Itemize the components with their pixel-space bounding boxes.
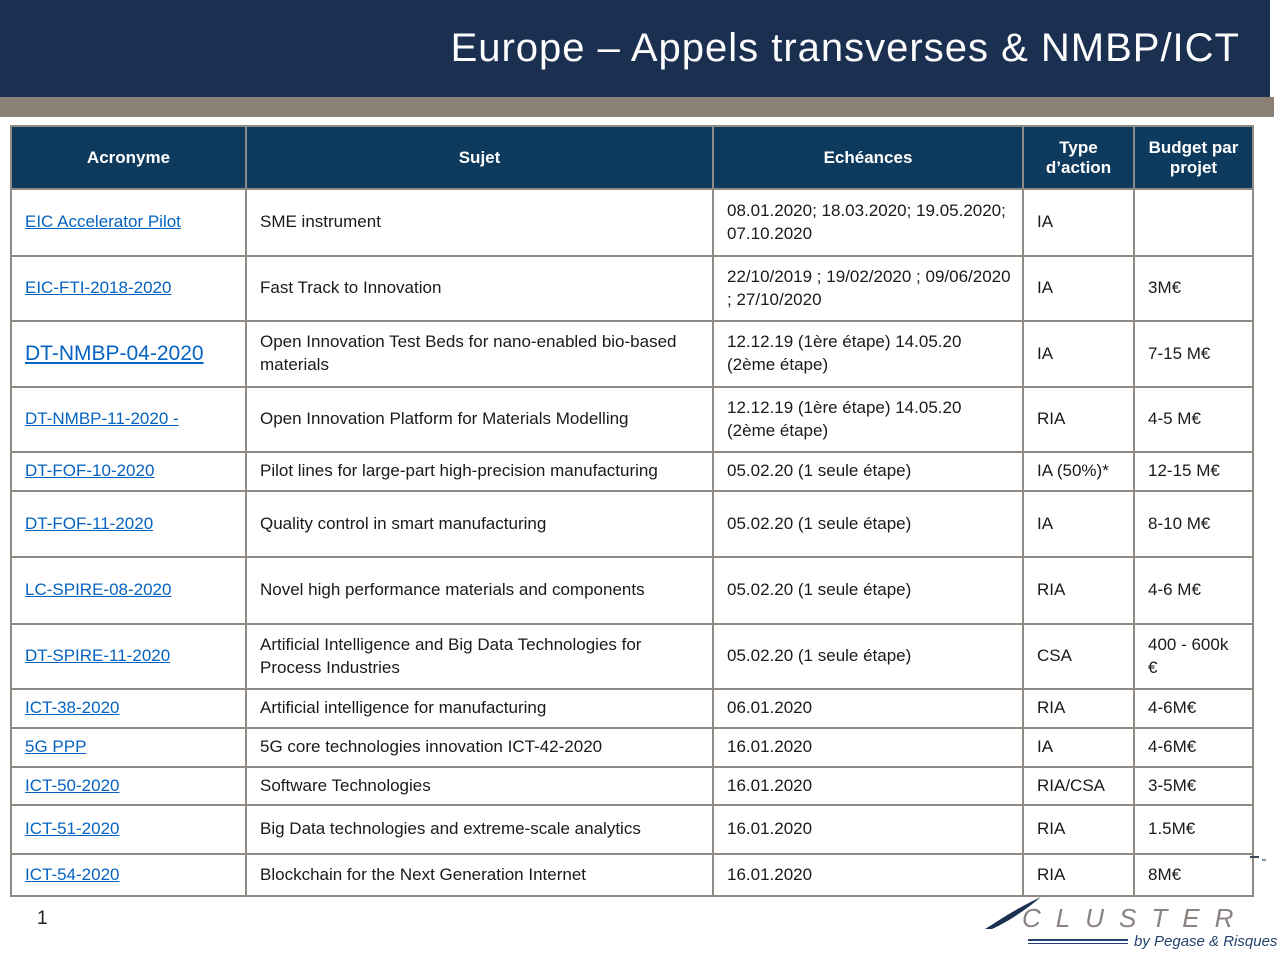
acronym-cell — [11, 557, 246, 624]
cluster-logo — [980, 893, 1278, 955]
budget-cell: 4-6 M€ — [1134, 557, 1253, 624]
acronym-cell — [11, 256, 246, 321]
action-type-cell: RIA — [1023, 557, 1134, 624]
deadline-cell: 08.01.2020; 18.03.2020; 19.05.2020; 07.10.2020 — [713, 189, 1023, 256]
acronym-cell — [11, 854, 246, 896]
table-row — [11, 689, 1253, 728]
table-row — [11, 189, 1253, 256]
budget-cell: 4-5 M€ — [1134, 387, 1253, 452]
logo-tagline: by Pegase & Risques — [1134, 933, 1278, 950]
action-type-cell: RIA — [1023, 854, 1134, 896]
acronym-cell — [11, 767, 246, 805]
acronym-link[interactable]: DT-FOF-10-2020 — [25, 461, 155, 481]
budget-cell: 8M€ — [1134, 854, 1253, 896]
deadline-cell: 22/10/2019 ; 19/02/2020 ; 09/06/2020 ; 27/10/2020 — [713, 256, 1023, 321]
deadline-cell: 16.01.2020 — [713, 728, 1023, 767]
action-type-cell: IA (50%)* — [1023, 452, 1134, 491]
budget-cell: 3M€ — [1134, 256, 1253, 321]
acronym-link[interactable]: EIC Accelerator Pilot — [25, 212, 181, 232]
subject-cell: SME instrument — [246, 189, 713, 256]
table-row — [11, 728, 1253, 767]
acronym-link[interactable]: DT-NMBP-04-2020 — [25, 341, 204, 365]
logo-tagline-row — [1028, 933, 1277, 950]
table-row — [11, 767, 1253, 805]
acronym-link[interactable]: ICT-50-2020 — [25, 775, 120, 795]
budget-cell: 12-15 M€ — [1134, 452, 1253, 491]
page-title: Europe – Appels transverses & NMBP/ICT — [450, 26, 1240, 70]
deadline-cell: 05.02.20 (1 seule étape) — [713, 624, 1023, 689]
budget-cell: 400 - 600k € — [1134, 624, 1253, 689]
subject-cell: Artificial intelligence for manufacturing — [246, 689, 713, 728]
acronym-link[interactable]: ICT-51-2020 — [25, 819, 120, 839]
budget-cell — [1134, 189, 1253, 256]
action-type-cell: RIA/CSA — [1023, 767, 1134, 805]
table-row — [11, 321, 1253, 387]
deadline-cell: 12.12.19 (1ère étape) 14.05.20 (2ème étape) — [713, 321, 1023, 387]
acronym-link[interactable]: ICT-38-2020 — [25, 698, 120, 718]
table-row — [11, 491, 1253, 557]
acronym-link[interactable]: DT-SPIRE-11-2020 — [25, 646, 171, 666]
acronym-link[interactable]: DT-NMBP-11-2020 - — [25, 409, 179, 429]
calls-table — [10, 125, 1254, 897]
subject-cell: Software Technologies — [246, 767, 713, 805]
action-type-cell: CSA — [1023, 624, 1134, 689]
action-type-cell: RIA — [1023, 689, 1134, 728]
subject-cell: Artificial Intelligence and Big Data Technologies for Process Industries — [246, 624, 713, 689]
deadline-cell: 05.02.20 (1 seule étape) — [713, 491, 1023, 557]
accent-bar — [0, 97, 1274, 117]
acronym-link[interactable]: DT-FOF-11-2020 — [25, 513, 154, 533]
table-row — [11, 624, 1253, 689]
subject-cell: Blockchain for the Next Generation Internet — [246, 854, 713, 896]
title-bar — [0, 0, 1270, 97]
budget-cell: 1.5M€ — [1134, 805, 1253, 854]
action-type-cell: IA — [1023, 189, 1134, 256]
col-header-type-action: Type d’action — [1023, 126, 1134, 189]
acronym-link[interactable]: LC-SPIRE-08-2020 — [25, 580, 172, 600]
deadline-cell: 16.01.2020 — [713, 854, 1023, 896]
col-header-echeances: Echéances — [713, 126, 1023, 189]
subject-cell: Open Innovation Platform for Materials Modelling — [246, 387, 713, 452]
acronym-cell — [11, 728, 246, 767]
action-type-cell: IA — [1023, 728, 1134, 767]
action-type-cell: RIA — [1023, 387, 1134, 452]
subject-cell: 5G core technologies innovation ICT-42-2020 — [246, 728, 713, 767]
action-type-cell: RIA — [1023, 805, 1134, 854]
budget-cell: 3-5M€ — [1134, 767, 1253, 805]
deadline-cell: 12.12.19 (1ère étape) 14.05.20 (2ème étape) — [713, 387, 1023, 452]
table-row — [11, 452, 1253, 491]
table-row — [11, 557, 1253, 624]
table-row — [11, 256, 1253, 321]
deadline-cell: 05.02.20 (1 seule étape) — [713, 452, 1023, 491]
acronym-cell — [11, 624, 246, 689]
budget-cell: 4-6M€ — [1134, 689, 1253, 728]
col-header-acronyme: Acronyme — [11, 126, 246, 189]
deadline-cell: 16.01.2020 — [713, 805, 1023, 854]
stray-dash-marks — [1250, 856, 1259, 858]
col-header-sujet: Sujet — [246, 126, 713, 189]
table-row — [11, 387, 1253, 452]
subject-cell: Quality control in smart manufacturing — [246, 491, 713, 557]
col-header-budget: Budget par projet — [1134, 126, 1253, 189]
acronym-cell — [11, 387, 246, 452]
acronym-cell — [11, 689, 246, 728]
acronym-cell — [11, 805, 246, 854]
action-type-cell: IA — [1023, 256, 1134, 321]
table-row — [11, 854, 1253, 896]
logo-lines — [1028, 939, 1128, 944]
subject-cell: Fast Track to Innovation — [246, 256, 713, 321]
acronym-cell — [11, 189, 246, 256]
acronym-link[interactable]: 5G PPP — [25, 737, 87, 757]
table-header-row — [11, 126, 1253, 189]
logo-name: CLUSTER — [1022, 903, 1249, 933]
action-type-cell: IA — [1023, 491, 1134, 557]
budget-cell: 8-10 M€ — [1134, 491, 1253, 557]
subject-cell: Big Data technologies and extreme-scale analytics — [246, 805, 713, 854]
acronym-link[interactable]: EIC-FTI-2018-2020 — [25, 278, 172, 298]
subject-cell: Pilot lines for large-part high-precision manufacturing — [246, 452, 713, 491]
deadline-cell: 16.01.2020 — [713, 767, 1023, 805]
page-number: 1 — [37, 908, 48, 929]
acronym-cell — [11, 491, 246, 557]
budget-cell: 7-15 M€ — [1134, 321, 1253, 387]
action-type-cell: IA — [1023, 321, 1134, 387]
table-row — [11, 805, 1253, 854]
deadline-cell: 06.01.2020 — [713, 689, 1023, 728]
acronym-link[interactable]: ICT-54-2020 — [25, 864, 120, 884]
acronym-cell — [11, 321, 246, 387]
subject-cell: Novel high performance materials and components — [246, 557, 713, 624]
subject-cell: Open Innovation Test Beds for nano-enabled bio-based materials — [246, 321, 713, 387]
deadline-cell: 05.02.20 (1 seule étape) — [713, 557, 1023, 624]
acronym-cell — [11, 452, 246, 491]
budget-cell: 4-6M€ — [1134, 728, 1253, 767]
